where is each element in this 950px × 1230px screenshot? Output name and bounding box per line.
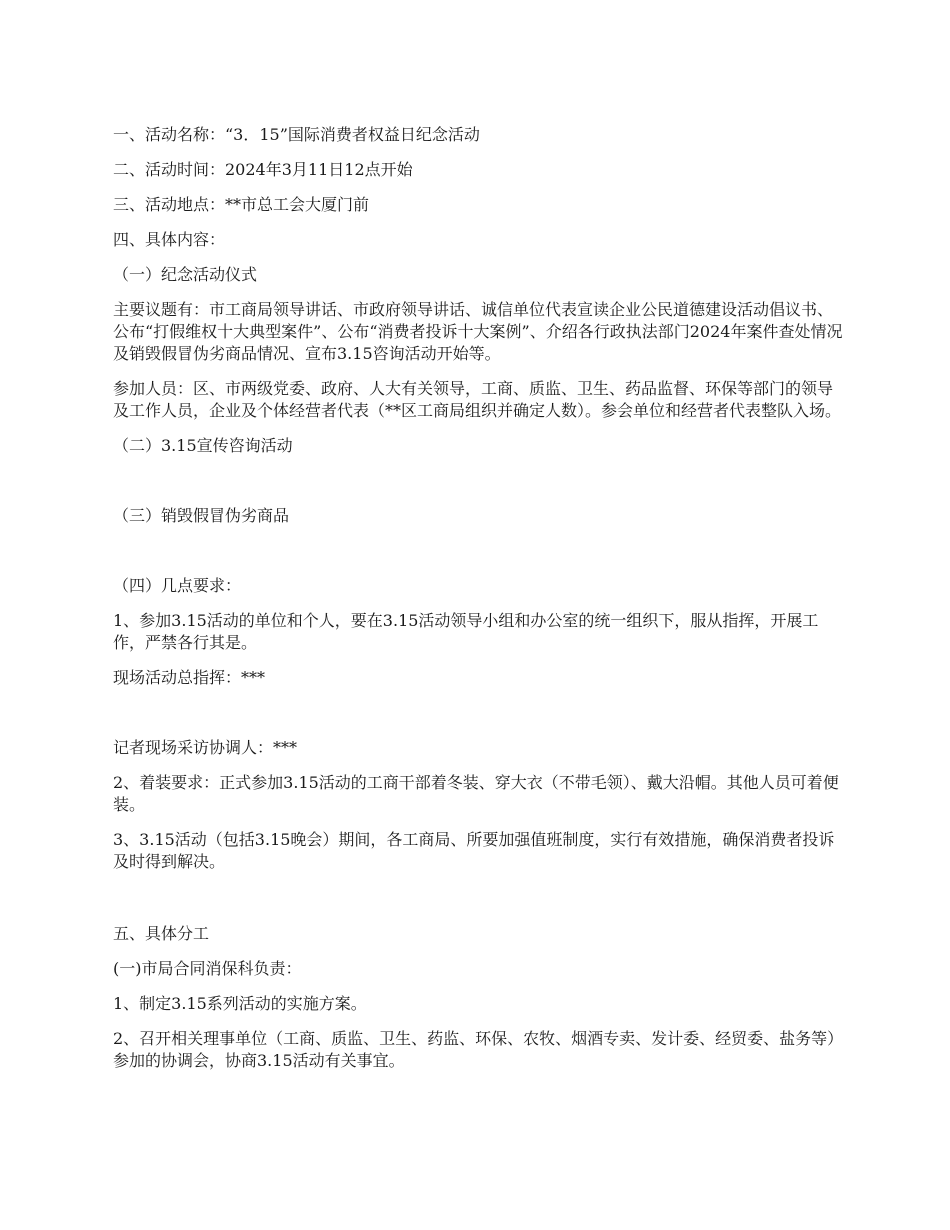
activity-time-line: 二、活动时间：2024年3月11日12点开始 — [113, 160, 413, 179]
requirement-1-paragraph: 1、参加3.15活动的单位和个人，要在3.15活动领导小组和办公室的统一组织下，服从指挥，开展工作，严禁各行其是。 — [113, 611, 819, 652]
activity-location-line: 三、活动地点：**市总工会大厦门前 — [113, 195, 370, 214]
press-coordinator-line: 记者现场采访协调人：*** — [113, 738, 298, 757]
subsection-destroy-heading: （三）销毁假冒伪劣商品 — [113, 506, 290, 525]
subsection-requirements-heading: （四）几点要求： — [113, 576, 242, 595]
document-page — [113, 124, 843, 1085]
participants-paragraph: 参加人员：区、市两级党委、政府、人大有关领导，工商、质监、卫生、药品监督、环保等部门的领导及工作人员，企业及个体经营者代表（**区工商局组织并确定人数）。参会单位和经营者代表整队入场。 — [113, 379, 842, 420]
division-item-1: 1、制定3.15系列活动的实施方案。 — [113, 994, 367, 1013]
section-content-heading: 四、具体内容： — [113, 230, 226, 249]
subsection-contract-dept-heading: (一)市局合同消保科负责： — [113, 959, 302, 978]
division-item-2: 2、召开相关理事单位（工商、质监、卫生、药监、环保、农牧、烟酒专卖、发计委、经贸委、盐务等）参加的协调会，协商3.15活动有关事宜。 — [113, 1029, 836, 1070]
agenda-paragraph: 主要议题有：市工商局领导讲话、市政府领导讲话、诚信单位代表宣读企业公民道德建设活动倡议书、公布“打假维权十大典型案件”、公布“消费者投诉十大案例”、介绍各行政执法部门2024年案件查处情况及销毁假冒伪劣商品情况、宣布3.15咨询活动开始等。 — [113, 300, 843, 363]
subsection-ceremony-heading: （一）纪念活动仪式 — [113, 265, 258, 284]
commander-line: 现场活动总指挥：*** — [113, 668, 266, 687]
activity-name-line: 一、活动名称：“3．15”国际消费者权益日纪念活动 — [113, 125, 480, 144]
section-division-heading: 五、具体分工 — [113, 924, 210, 943]
subsection-consulting-heading: （二）3.15宣传咨询活动 — [113, 436, 293, 455]
requirement-2-paragraph: 2、着装要求：正式参加3.15活动的工商干部着冬装、穿大衣（不带毛领）、戴大沿帽。其他人员可着便装。 — [113, 773, 839, 814]
requirement-3-paragraph: 3、3.15活动（包括3.15晚会）期间，各工商局、所要加强值班制度，实行有效措施，确保消费者投诉及时得到解决。 — [113, 830, 835, 871]
